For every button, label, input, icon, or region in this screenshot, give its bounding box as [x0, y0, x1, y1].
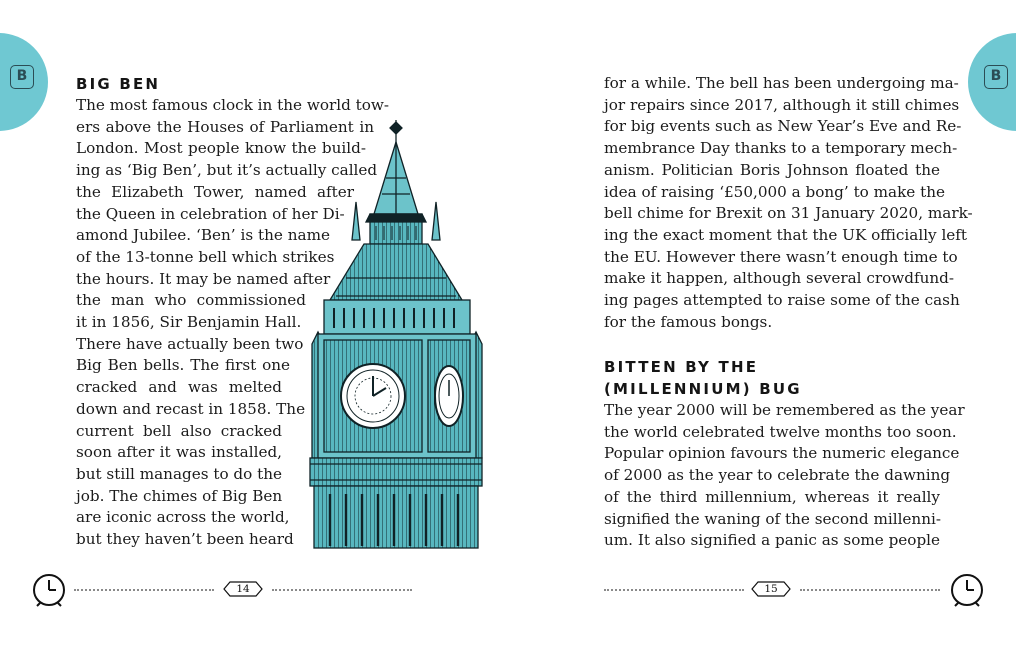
text-line: The most famous clock in the world tow- — [76, 96, 390, 114]
millennium-bug-heading-line1: BITTEN BY THE — [604, 358, 759, 376]
text-line: membrance Day thanks to a temporary mech- — [604, 139, 958, 158]
footer-dots-right-a — [604, 589, 744, 591]
footer-dots-left-b — [272, 589, 412, 591]
text-line: Big Ben bells. The first one — [76, 356, 290, 375]
page-number-right — [748, 579, 794, 599]
text-line: the Queen in celebration of her Di- — [76, 204, 345, 223]
text-line: but they haven’t been heard — [76, 530, 294, 548]
text-line: job. The chimes of Big Ben — [76, 486, 283, 505]
text-line: of 2000 as the year to celebrate the dawning — [604, 466, 951, 485]
footer-dots-left-a — [74, 589, 214, 591]
clock-icon-right — [950, 573, 984, 607]
text-line: There have actually been two — [76, 334, 304, 353]
clock-icon-left — [32, 573, 66, 607]
text-line: current bell also cracked — [76, 421, 282, 440]
text-line: anism. Politician Boris Johnson floated the — [604, 160, 940, 179]
text-line: are iconic across the world, — [76, 508, 290, 527]
text-line: for the famous bongs. — [604, 312, 773, 331]
text-line: make it happen, although several crowdfund- — [604, 269, 955, 288]
section-tab-right — [968, 33, 1016, 131]
text-line: The year 2000 will be remembered as the year — [604, 401, 965, 419]
text-line: amond Jubilee. ‘Ben’ is the name — [76, 226, 330, 245]
footer-dots-right-b — [800, 589, 940, 591]
text-line: London. Most people know the build- — [76, 139, 366, 158]
text-line: the world celebrated twelve months too soon. — [604, 422, 957, 441]
page-number-left — [220, 579, 266, 599]
text-line: cracked and was melted — [76, 378, 282, 397]
text-line: of the 13-tonne bell which strikes — [76, 247, 335, 266]
text-line: but still manages to do the — [76, 464, 282, 483]
text-line: the hours. It may be named after — [76, 269, 331, 288]
text-line: signified the waning of the second millenni- — [604, 509, 941, 528]
page-number-right-text: 15 — [764, 583, 778, 595]
text-line: Popular opinion favours the numeric elegance — [604, 444, 960, 463]
text-line: ers above the Houses of Parliament in — [76, 117, 374, 136]
big-ben-illustration — [290, 118, 495, 553]
text-line: the EU. However there wasn’t enough time to — [604, 247, 958, 266]
page-number-left-text: 14 — [236, 583, 250, 595]
text-line: ing pages attempted to raise some of the cash — [604, 291, 960, 309]
text-line: for a while. The bell has been undergoing ma- — [604, 74, 959, 92]
text-line: of the third millennium, whereas it really — [604, 487, 940, 506]
text-line: down and recast in 1858. The — [76, 399, 306, 418]
section-letter-left: B — [10, 65, 34, 89]
text-line: it in 1856, Sir Benjamin Hall. — [76, 313, 302, 331]
text-line: for big events such as New Year’s Eve and Re- — [604, 117, 962, 136]
section-tab-left — [0, 33, 48, 131]
text-line: um. It also signified a panic as some people — [604, 531, 941, 550]
millennium-bug-heading-line2: (MILLENNIUM) BUG — [604, 380, 802, 398]
text-line: idea of raising ‘£50,000 a bong’ to make the — [604, 182, 945, 201]
text-line: bell chime for Brexit on 31 January 2020, mark- — [604, 204, 973, 223]
big-ben-heading: BIG BEN — [76, 75, 161, 93]
text-line: the Elizabeth Tower, named after — [76, 182, 354, 201]
text-line: ing the exact moment that the UK officially left — [604, 225, 968, 244]
text-line: ing as ‘Big Ben’, but it’s actually called — [76, 161, 378, 180]
text-line: soon after it was installed, — [76, 443, 282, 462]
text-line: the man who commissioned — [76, 291, 306, 310]
text-line: jor repairs since 2017, although it still chimes — [604, 95, 960, 114]
section-letter-right: B — [984, 65, 1008, 89]
